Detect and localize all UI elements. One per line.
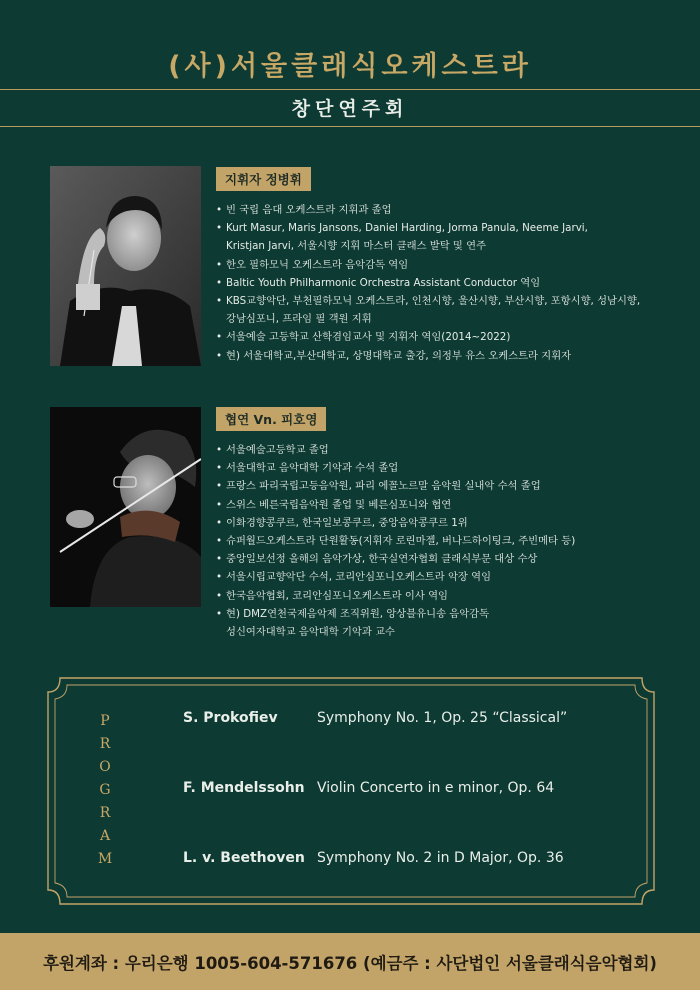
- work-title: Symphony No. 1, Op. 25 “Classical”: [317, 710, 568, 726]
- program-letter: A: [99, 828, 111, 844]
- donation-footer: [0, 933, 700, 990]
- list-item: • 현) 서울대학교,부산대학교, 상명대학교 출강, 의정부 유스 오케스트라 지휘자: [216, 347, 676, 365]
- header-rule-bottom: [0, 126, 700, 127]
- composer-name: S. Prokofiev: [183, 710, 278, 726]
- conductor-bio: [216, 167, 676, 365]
- list-item: • KBS교향악단, 부천필하모닉 오케스트라, 인천시향, 울산시향, 부산시향, 포항시향, 성남시향, 강남심포니, 프라임 필 객원 지휘: [216, 292, 676, 328]
- conductor-name-tag: 지휘자 정병휘: [216, 167, 311, 191]
- list-item: • 서울예술 고등학교 산학겸임교사 및 지휘자 역임(2014~2022): [216, 328, 676, 346]
- program-letter: O: [99, 759, 111, 775]
- list-item: • 현) DMZ연천국제음악제 조직위원, 앙상블유니송 음악감독 성신여자대학교 음악대학 기악과 교수: [216, 605, 676, 641]
- work-title: Violin Concerto in e minor, Op. 64: [317, 780, 555, 796]
- program-letter: G: [99, 782, 111, 798]
- list-item: • 스위스 베른국립음악원 졸업 및 베른심포니와 협연: [216, 496, 676, 514]
- work-title: Symphony No. 2 in D Major, Op. 36: [317, 850, 564, 866]
- list-item: • 한오 필하모닉 오케스트라 음악감독 역임: [216, 256, 676, 274]
- header-rule-top: [0, 89, 700, 90]
- program-vertical-label: [95, 710, 115, 871]
- list-item: • 이화경향콩쿠르, 한국일보콩쿠르, 중앙음악콩쿠르 1위: [216, 514, 676, 532]
- list-item: • Kurt Masur, Maris Jansons, Daniel Harding, Jorma Panula, Neeme Jarvi, Kristjan Jarvi, 서울시향 지휘 마스터 클래스 발탁 및 연주: [216, 219, 676, 255]
- composer-name: L. v. Beethoven: [183, 850, 305, 866]
- donation-account-text: 후원계좌 : 우리은행 1005-604-571676 (예금주 : 사단법인 서울클래식음악협회): [43, 954, 657, 973]
- program-letter: R: [99, 805, 111, 821]
- list-item: • 슈퍼월드오케스트라 단원활동(지휘자 로린마젤, 버나드하이팅크, 주빈메타 등): [216, 532, 676, 550]
- list-item: • 서울예술고등학교 졸업: [216, 441, 676, 459]
- page-title: (사)서울클래식오케스트라: [168, 51, 532, 82]
- soloist-bio: [216, 407, 676, 641]
- list-item: • 서울시립교향악단 수석, 코리안심포니오케스트라 악장 역임: [216, 568, 676, 586]
- conductor-bio-list: [216, 201, 676, 365]
- concert-subtitle: 창단연주회: [291, 98, 409, 120]
- list-item: • Baltic Youth Philharmonic Orchestra Assistant Conductor 역임: [216, 274, 676, 292]
- composer-name: F. Mendelssohn: [183, 780, 305, 796]
- list-item: • 중앙일보선정 올해의 음악가상, 한국실연자협회 클래식부문 대상 수상: [216, 550, 676, 568]
- program-letter: M: [97, 851, 113, 867]
- soloist-bio-list: [216, 441, 676, 641]
- soloist-photo: [50, 407, 201, 607]
- conductor-photo: [50, 166, 201, 366]
- program-letter: R: [99, 736, 111, 752]
- list-item: • 프랑스 파리국립고등음악원, 파리 에꼴노르말 음악원 실내악 수석 졸업: [216, 477, 676, 495]
- list-item: • 한국음악협회, 코리안심포니오케스트라 이사 역임: [216, 587, 676, 605]
- list-item: • 빈 국립 음대 오케스트라 지휘과 졸업: [216, 201, 676, 219]
- program-letter: P: [100, 713, 110, 729]
- soloist-name-tag: 협연 Vn. 피호영: [216, 407, 326, 431]
- list-item: • 서울대학교 음악대학 기악과 수석 졸업: [216, 459, 676, 477]
